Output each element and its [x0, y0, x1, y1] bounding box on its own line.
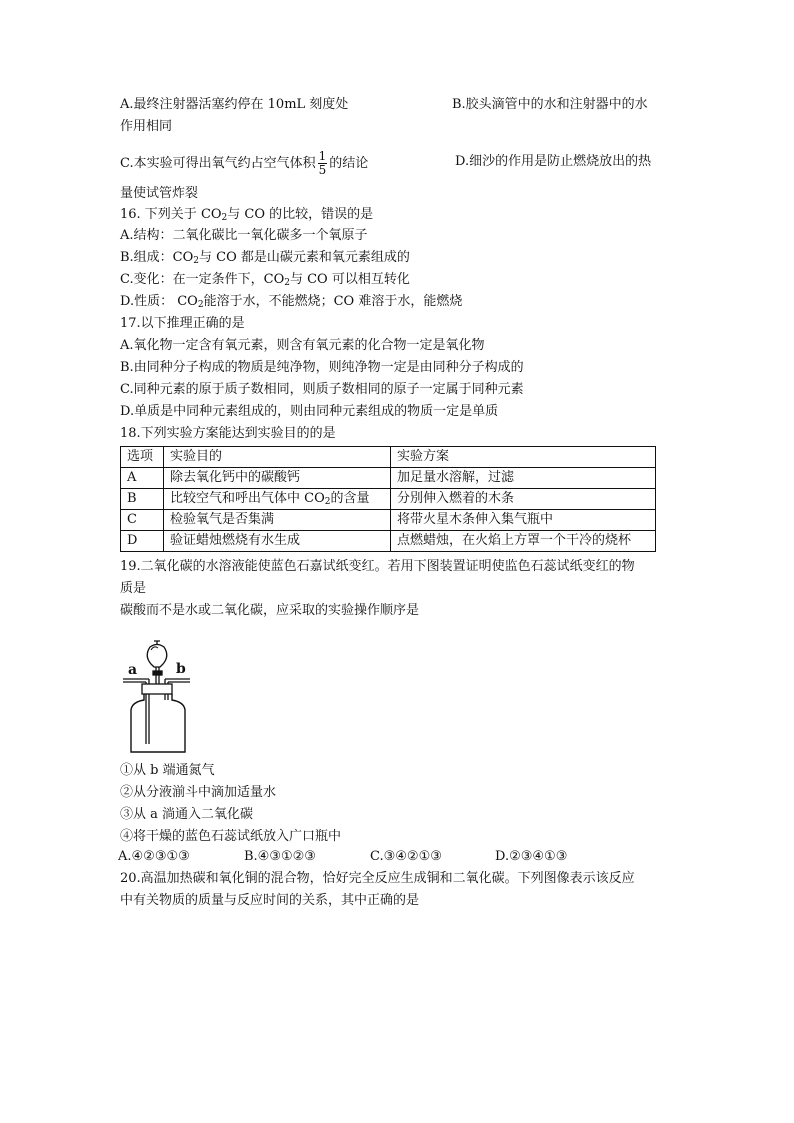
q15-option-b-continued: 作用相同	[120, 119, 173, 134]
q19-choice-a: A.④②③①③	[118, 849, 190, 864]
q19-step-4: ④将干燥的蓝色石蕊试纸放入广口瓶中	[120, 829, 342, 844]
q16-option-c-suffix: 与 CO 可以相互转化	[289, 272, 410, 287]
table-cell: 加足量水溶解，过滤	[391, 468, 656, 489]
table-cell: 验证蜡烛燃烧有水生成	[164, 531, 391, 552]
table-header-cell: 实验方案	[391, 447, 656, 468]
q16-option-c	[120, 271, 410, 289]
table-header-row	[121, 447, 656, 468]
table-cell: C	[121, 510, 164, 531]
rubber-stopper	[142, 684, 172, 694]
q16-option-b-text: B.组成：CO	[120, 250, 194, 265]
q16-option-b-suffix: 与 CO 都是山碳元素和氧元素组成的	[199, 250, 410, 265]
q15-option-d-continued: 量使试管炸裂	[120, 186, 199, 201]
table-header-cell: 实验目的	[164, 447, 391, 468]
fraction-denominator: 5	[318, 163, 327, 177]
table-cell: 检验氧气是否集满	[164, 510, 391, 531]
q16-option-d	[120, 293, 462, 311]
table-row	[121, 489, 656, 510]
fraction-numerator: 1	[318, 149, 327, 163]
q19-step-2: ②从分液湔斗中滴加适量水	[120, 785, 277, 800]
q16-stem	[120, 206, 373, 224]
q17-option-d: D.单质是中同种元素组成的，则由同种元素组成的物质一定是单质	[120, 404, 499, 419]
table-cell-text: 比较空气和呼出气体中 CO	[170, 491, 325, 506]
q16-stem-suffix: 与 CO 的比较，错误的是	[227, 207, 374, 222]
label-b: b	[176, 661, 186, 677]
q15-option-c-text: C.本实验可得出氧气约占空气体积	[120, 156, 316, 171]
q19-stem-line3: 碳酸而不是水或二氧化碳，应采取的实验操作顺序是	[120, 603, 420, 618]
subscript: 2	[221, 213, 228, 223]
subscript: 2	[197, 300, 204, 310]
table-row	[121, 531, 656, 552]
q20-stem-line1: 20.高温加热碳和氧化铜的混合物，恰好完全反应生成铜和二氧化碳。下列图像表示该反应	[120, 871, 635, 886]
subscript: 2	[284, 278, 290, 288]
q16-option-d-suffix: 能溶于水，不能燃烧；CO 难溶于水，能燃烧	[203, 294, 463, 309]
label-a: a	[128, 662, 138, 678]
q19-stem-line2: 质是	[120, 581, 147, 596]
q16-option-a: A.结构：二氧化碳比一氧化碳多一个氧原子	[120, 228, 368, 243]
q16-option-c-text: C.变化：在一定条件下，CO	[120, 272, 285, 287]
q18-stem: 18.下列实验方案能达到实验目的的是	[120, 426, 336, 441]
q18-options-table	[120, 446, 656, 552]
table-cell: B	[121, 489, 164, 510]
q17-option-c: C.同种元素的原于质子数相同，则质子数相同的原子一定属于同种元素	[120, 382, 524, 397]
q15-option-b: B.胶头滴管中的水和注射器中的水	[452, 97, 648, 112]
q17-option-a: A.氧化物一定含有氧元素，则含有氧元素的化合物一定是氧化物	[120, 338, 485, 353]
subscript: 2	[324, 497, 331, 507]
table-cell: A	[121, 468, 164, 489]
table-row	[121, 468, 656, 489]
table-row	[121, 510, 656, 531]
table-cell: 点燃蜡烛，在火焰上方罩一个干冷的烧杯	[391, 531, 656, 552]
table-header-cell: 选项	[121, 447, 164, 468]
q19-choice-b: B.④③①②③	[244, 849, 316, 864]
table-cell: 分別伸入燃着的木条	[391, 489, 656, 510]
q16-stem-text: 16. 下列关于 CO	[120, 207, 222, 222]
q17-stem: 17.以下推理正确的是	[120, 316, 245, 331]
q19-step-3: ③从 a 淌通入二氧化碳	[120, 807, 254, 822]
q15-option-d: D.细沙的作用是防止燃烧放出的热	[455, 154, 652, 169]
q15-option-c	[120, 150, 368, 177]
table-cell: 除去氧化钙中的碳酸钙	[164, 468, 391, 489]
separatory-funnel	[147, 641, 167, 684]
subscript: 2	[193, 256, 200, 266]
q19-stem-line1: 19.二氧化碳的水溶液能使蓝色石嘉试纸变红。若用下图装置证明使监色石蕊试纸变红的物	[120, 559, 635, 574]
q19-choice-d: D.②③④①③	[495, 849, 568, 864]
q19-choice-c: C.③④②①③	[370, 849, 442, 864]
wide-mouth-bottle	[131, 694, 185, 752]
q16-option-b	[120, 249, 410, 267]
gas-bottle-apparatus-diagram	[118, 636, 198, 756]
q19-step-1: ①从 b 端通氮气	[120, 763, 215, 778]
q15-option-c-suffix: 的结论	[329, 156, 369, 171]
q20-stem-line2: 中有关物质的质量与反应时间的关系，其中正确的是	[120, 893, 420, 908]
q15-option-a: A.最终注射器活塞约停在 10mL 刻度处	[120, 97, 349, 112]
table-cell: D	[121, 531, 164, 552]
table-cell	[164, 489, 391, 510]
table-cell-suffix: 的含量	[330, 491, 370, 506]
q17-option-b: B.由同种分子构成的物质是纯净物，则纯净物一定是由同种分子构成的	[120, 360, 524, 375]
q16-option-d-text: D.性质： CO	[120, 294, 198, 309]
fraction-one-fifth	[318, 150, 328, 177]
table-cell: 将带火星木条伸入集气瓶中	[391, 510, 656, 531]
